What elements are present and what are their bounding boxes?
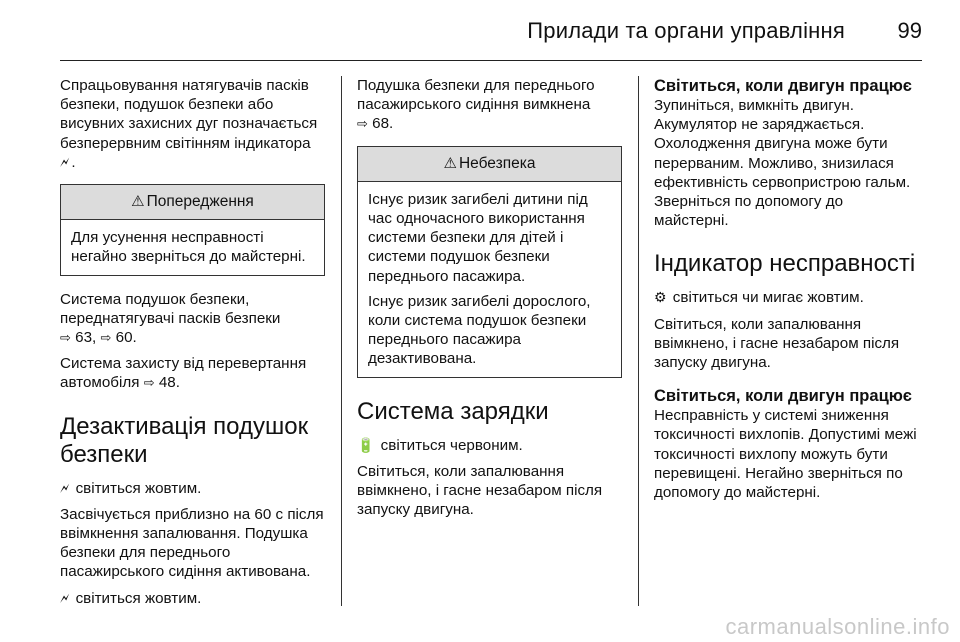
page-reference-icon: ⇨: [100, 330, 112, 346]
page-link[interactable]: 48.: [158, 374, 180, 392]
column-2: [357, 76, 622, 526]
indicator-paragraph: 🔋 світиться червоним.: [357, 436, 523, 454]
column-1: [60, 76, 325, 615]
malfunction-indicator-icon: ⚙: [654, 289, 667, 306]
section-title: Система зарядки: [357, 397, 549, 425]
indicator-paragraph: 🗲 світиться жовтим.: [60, 589, 202, 607]
subsection-title: Світиться, коли двигун працює: [654, 77, 912, 95]
page-number: 99: [897, 18, 922, 43]
page-link[interactable]: 68.: [372, 115, 394, 133]
cross-reference-paragraph: Подушка безпеки для переднього пасажирського сидіння вимкнена ⇨ 68.: [357, 77, 595, 133]
danger-body: Існує ризик загибелі дитини під час одночасного використання системи безпеки для дітей і системи подушок безпеки переднього пасажира. Існує ризик загибелі дорослого, коли система подушок безпеки переднього пасажира дезактивована.: [368, 190, 591, 368]
danger-box: [357, 146, 622, 378]
page-reference-icon: ⇨: [357, 116, 368, 132]
body-paragraph: Засвічується приблизно на 60 с після ввімкнення запалювання. Подушка безпеки для переднього пасажирського сидіння активована.: [60, 505, 324, 581]
body-paragraph: Несправність у системі зниження токсичності вихлопів. Допустимі межі токсичності вихлопу можуть бути перевищені. Негайно зверніться по допомогу до майстерні.: [654, 407, 917, 502]
indicator-paragraph: ⚙ світиться чи мигає жовтим.: [654, 289, 864, 307]
battery-indicator-icon: 🔋: [357, 436, 375, 453]
page-reference-icon: ⇨: [143, 375, 155, 391]
warning-triangle-icon: ⚠: [131, 193, 145, 211]
section-title: Індикатор несправності: [654, 250, 916, 278]
page-header: [0, 0, 960, 62]
column-divider: [341, 76, 342, 606]
cross-reference-paragraph: Система подушок безпеки, переднатягувачі пасків безпеки ⇨ 63, ⇨ 60.: [60, 290, 281, 347]
warning-triangle-icon: ⚠: [443, 154, 457, 172]
body-paragraph: Світиться, коли запалювання ввімкнено, і гасне незабаром після запуску двигуна.: [357, 462, 603, 519]
subsection-title: Світиться, коли двигун працює: [654, 387, 912, 406]
page-link[interactable]: 60.: [115, 329, 137, 347]
section-title: Дезактивація подушок безпеки: [60, 412, 309, 468]
airbag-intro-paragraph: Спрацьовування натягувачів пасків безпеки, подушок безпеки або висувних захисних дуг позначається безперервним світінням індикатора 🗲 .: [60, 77, 318, 171]
watermark: carmanualsonline.info: [725, 614, 950, 639]
body-paragraph: Світиться, коли запалювання ввімкнено, і гасне незабаром після запуску двигуна.: [654, 315, 900, 372]
danger-header: ⚠ Небезпека: [358, 147, 621, 182]
warning-body: Для усунення несправності негайно зверніться до майстерні.: [71, 229, 306, 266]
page-reference-icon: ⇨: [60, 330, 71, 346]
warning-box: [60, 184, 325, 276]
cross-reference-paragraph: Система захисту від перевертання автомобіля ⇨ 48.: [60, 355, 307, 392]
airbag-off-indicator-icon: 🗲: [60, 589, 70, 606]
seat-belt-airbag-indicator-icon: 🗲: [60, 153, 70, 170]
page-title: Прилади та органи управління: [527, 18, 845, 43]
body-paragraph: Зупиніться, вимкніть двигун. Акумулятор не заряджається. Охолодження двигуна може бути перерваним. Можливо, знизилася ефективність сервопристрою гальм. Зверніться по допомогу до майстерні.: [654, 97, 911, 230]
warning-header: ⚠ Попередження: [61, 185, 324, 220]
column-3: [654, 76, 919, 509]
page-link[interactable]: 63,: [75, 329, 97, 347]
indicator-paragraph: 🗲 світиться жовтим.: [60, 479, 202, 497]
header-rule: [60, 60, 922, 61]
column-divider: [638, 76, 639, 606]
airbag-on-indicator-icon: 🗲: [60, 479, 70, 496]
